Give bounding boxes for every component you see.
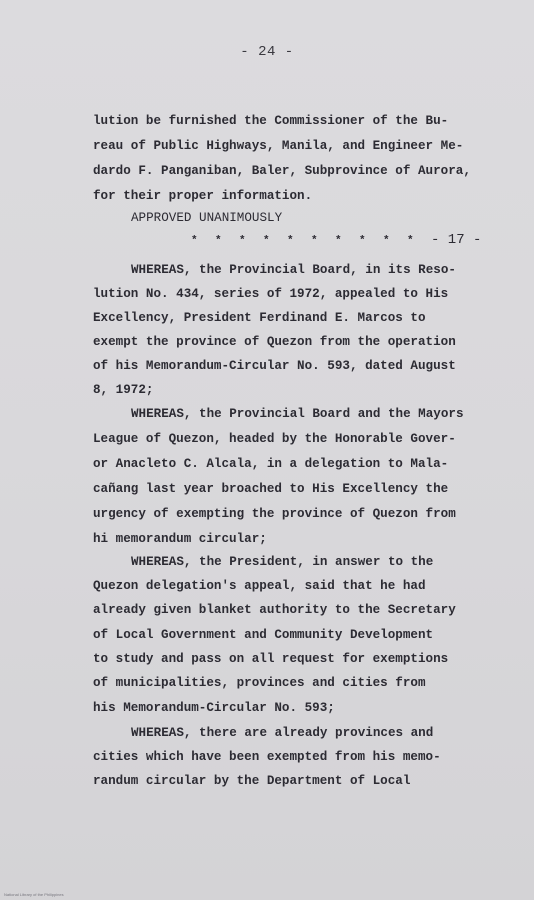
text-line-17: hi memorandum circular; [93, 532, 267, 546]
text-line-1: lution be furnished the Commissioner of the Bu- [93, 114, 449, 128]
text-line-10: of his Memorandum-Circular No. 593, dated August [93, 359, 456, 373]
text-line-21: of Local Government and Community Development [93, 628, 434, 642]
text-line-12: WHEREAS, the Provincial Board and the Mayors [131, 407, 464, 421]
section-separator: * * * * * * * * * * [191, 235, 420, 247]
text-line-9: exempt the province of Quezon from the operation [93, 335, 456, 349]
text-line-11: 8, 1972; [93, 383, 154, 397]
text-line-16: urgency of exempting the province of Quezon from [93, 507, 456, 521]
text-line-25: WHEREAS, there are already provinces and [131, 726, 434, 740]
item-number: - 17 - [431, 232, 482, 248]
text-line-4: for their proper information. [93, 189, 313, 203]
text-line-27: randum circular by the Department of Local [93, 774, 411, 788]
text-line-3: dardo F. Panganiban, Baler, Subprovince of Aurora, [93, 164, 471, 178]
text-line-15: cañang last year broached to His Excellency the [93, 482, 449, 496]
text-line-2: reau of Public Highways, Manila, and Engineer Me- [93, 139, 464, 153]
text-line-7: lution No. 434, series of 1972, appealed to His [93, 287, 449, 301]
footer-watermark: National Library of the Philippines [4, 892, 64, 897]
text-line-26: cities which have been exempted from his memo- [93, 750, 441, 764]
approval-line: APPROVED UNANIMOUSLY [131, 211, 283, 225]
text-line-24: his Memorandum-Circular No. 593; [93, 701, 335, 715]
text-line-6: WHEREAS, the Provincial Board, in its Reso- [131, 263, 456, 277]
text-line-23: of municipalities, provinces and cities from [93, 676, 426, 690]
page-number: - 24 - [240, 44, 294, 60]
text-line-13: League of Quezon, headed by the Honorable Gover- [93, 432, 456, 446]
text-line-20: already given blanket authority to the Secretary [93, 603, 456, 617]
text-line-8: Excellency, President Ferdinand E. Marcos to [93, 311, 426, 325]
text-line-22: to study and pass on all request for exemptions [93, 652, 449, 666]
text-line-18: WHEREAS, the President, in answer to the [131, 555, 434, 569]
text-line-14: or Anacleto C. Alcala, in a delegation to Mala- [93, 457, 449, 471]
text-line-19: Quezon delegation's appeal, said that he had [93, 579, 426, 593]
